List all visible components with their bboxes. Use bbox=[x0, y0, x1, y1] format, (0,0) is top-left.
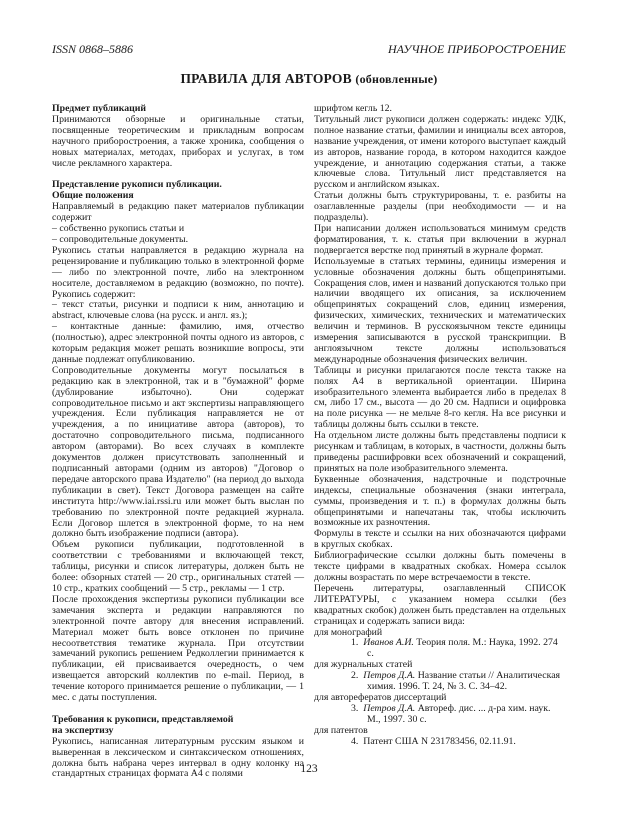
paragraph: Перечень литературы, озаглавленный СПИСОК ЛИТЕРАТУРЫ, с указанием номера ссылки (без квадратных скобок) должен быть представлен на отдельных страницах и содержать записи вида: bbox=[314, 582, 566, 627]
list-item: – собственно рукопись статьи и bbox=[52, 223, 185, 235]
paragraph: Буквенные обозначения, надстрочные и подстрочные индексы, специальные обозначения (знаки интеграла, суммы, произведения и т. п.) в формулах должны быть общепринятыми и напечатаны так, чтобы исключить возможные их разночтения. bbox=[314, 473, 566, 529]
reference-number: 4. bbox=[351, 735, 359, 747]
reference-text: Теория поля. М.: Наука, 1992. 274 с. bbox=[367, 637, 558, 660]
paragraph: Объем рукописи публикации, подготовленной в соответствии с требованиями и включающей текст, таблицы, рисунки и список литературы, должен быть не более: обзорных статей — 20 стр., оригинальных статей — 10 стр., кратких сообщений — 5 стр., рекламы — 1 стр. bbox=[52, 539, 304, 594]
paragraph: После прохождения экспертизы рукописи публикации все замечания эксперта и редакции направляются по электронной почте автору для внесения исправлений. Материал может быть вовсе отклонен по причине несоответствия тематике журнала. При отсутствии замечаний рукопись решением Редколлегии принимается к публикации, ей присваивается очередность, о чем извещается авторский коллектив по e-mail. Период, в течение которого принимается решение о публикации, — 1 мес. с даты поступления. bbox=[52, 593, 304, 704]
page-title bbox=[52, 71, 566, 87]
page-title-suffix: (обновленные) bbox=[355, 72, 438, 86]
reference-category-monographs: для монографий bbox=[314, 626, 383, 638]
reference-text: Автореф. дис. ... д-ра хим. наук. М., 1997. 30 с. bbox=[367, 702, 551, 725]
list-item: – контактные данные: фамилию, имя, отчество (полностью), адрес электронной почты одного из авторов, с которым редакция может решать возникшие вопросы, эти данные подлежат опубликованию. bbox=[52, 321, 304, 365]
reference-number: 2. bbox=[351, 670, 359, 682]
reference-text: Название статьи // Аналитическая химия. 1996. Т. 24, № 3. С. 34–42. bbox=[367, 670, 561, 693]
paragraph: Библиографические ссылки должны быть помечены в тексте цифрами в квадратных скобках. Номера ссылок должны возрастать по мере встречаемости в тексте. bbox=[314, 550, 566, 583]
paragraph: Принимаются обзорные и оригинальные статьи, посвященные теоретическим и прикладным вопросам научного приборостроения, а также хроника, сообщения о новых материалах, методах, приборах и услугах, в том числе рекламного характера. bbox=[52, 113, 304, 169]
reference-number: 1. bbox=[351, 637, 359, 649]
journal-name: НАУЧНОЕ ПРИБОРОСТРОЕНИЕ bbox=[388, 42, 566, 56]
reference-author: Иванов А.И. bbox=[363, 637, 414, 649]
paragraph: Сопроводительные документы могут посылаться в редакцию как в электронной, так и в "бумажной" форме (дублирование избыточно). Они содержат сопроводительное письмо и акт экспертизы направляющего учреждения. Если публикация направляется не от учреждения, а по инициативе автора (авторов), то достаточно сопроводительного письма, подписанного автором (авторами). Во всех случаях в комплекте документов должен присутствовать заполненный и подписанный авторами (одним из авторов) "Договор о передаче авторского права Издателю" (на период до выхода публикации в свет). Текст Договора размещен на сайте института http://www.iai.rssi.ru или может быть выслан по требованию по электронной почте редакцией журнала. Если Договор шлется в электронной форме, то на нем должно быть изображение подписи (автора). bbox=[52, 364, 304, 540]
journal-header bbox=[52, 42, 566, 56]
reference-item bbox=[314, 638, 566, 660]
reference-number: 3. bbox=[351, 702, 359, 714]
paragraph: На отдельном листе должны быть представлены подписи к рисункам и таблицам, в которых, в частности, должны быть приведены расшифровки всех обозначений и сокращений, принятых на поле изобразительного элемента. bbox=[314, 430, 566, 474]
reference-category-patents: для патентов bbox=[314, 724, 368, 736]
paragraph: Направляемый в редакцию пакет материалов публикации содержит bbox=[52, 201, 304, 224]
section-heading-requirements: Требования к рукописи, представляемой bbox=[52, 713, 234, 725]
list-item: – текст статьи, рисунки и подписи к ним, аннотацию и abstract, ключевые слова (на русск. и англ. яз.); bbox=[52, 299, 304, 322]
page-title-main: ПРАВИЛА ДЛЯ АВТОРОВ bbox=[180, 71, 352, 86]
list-item: – сопроводительные документы. bbox=[52, 233, 189, 245]
paragraph: При написании должен использоваться минимум средств форматирования, т. к. статья при включении в журнал подвергается верстке под принятый в журнале формат. bbox=[314, 222, 566, 256]
two-column-body bbox=[52, 104, 566, 780]
reference-text: Патент США N 231783456, 02.11.91. bbox=[363, 735, 516, 747]
reference-author: Петров Д.А. bbox=[363, 702, 416, 714]
paragraph: Рукопись статьи направляется в редакцию журнала на рецензирование и публикацию только в электронной форме — либо по электронной почте, либо на электронном носителе, доставляемом в редакцию (возможно, по почте). Рукопись содержит: bbox=[52, 244, 304, 300]
left-column bbox=[52, 104, 304, 780]
paragraph: Рукопись, написанная литературным русским языком и выверенная в лексическом и синтаксическом отношениях, должна быть набрана через интервал в одну колонку на стандартных страницах формата А4 с полями bbox=[52, 735, 304, 780]
right-column bbox=[314, 104, 566, 780]
paragraph: Титульный лист рукописи должен содержать: индекс УДК, полное название статьи, фамилии и инициалы всех авторов, название учреждения, от имени которого выступает каждый из авторов, название города, в котором находится каждое учреждение, и аннотацию содержания статьи, а также ключевые слова. Титульный лист представляется на русском и английском языках. bbox=[314, 113, 566, 191]
reference-category-dissertation-abstracts: для авторефератов диссертаций bbox=[314, 691, 447, 703]
section-heading-submission: Представление рукописи публикации. bbox=[52, 179, 222, 191]
page-number: 123 bbox=[300, 763, 318, 775]
reference-category-journal-articles: для журнальных статей bbox=[314, 659, 413, 671]
issn-label: ISSN 0868–5886 bbox=[52, 42, 133, 56]
section-heading-submission-line2: Общие положения bbox=[52, 190, 134, 202]
paragraph: Формулы в тексте и ссылки на них обозначаются цифрами в круглых скобках. bbox=[314, 528, 566, 551]
section-heading-subject: Предмет публикаций bbox=[52, 103, 147, 114]
paragraph: шрифтом кегль 12. bbox=[314, 103, 392, 114]
reference-item bbox=[314, 671, 566, 693]
section-heading-requirements-line2: на экспертизу bbox=[52, 724, 114, 736]
reference-item bbox=[314, 737, 566, 748]
paragraph: Используемые в статьях термины, единицы измерения и условные обозначения должны быть общепринятыми. Сокращения слов, имен и названий допускаются только при наличии вводящего их описания, за исключением общепринятых сокращений слов, единиц измерения, физических, химических, технических и математических величин и терминов. В русскоязычном тексте единицы измерения записываются в русской транскрипции. В англоязычном тексте должны использоваться международные обозначения физических величин. bbox=[314, 255, 566, 365]
paragraph: Статьи должны быть структурированы, т. е. разбиты на озаглавленные разделы (при необходимости — и на подразделы). bbox=[314, 190, 566, 224]
reference-author: Петров Д.А. bbox=[363, 670, 416, 682]
paragraph: Таблицы и рисунки прилагаются после текста также на полях А4 в вертикальной ориентации. Ширина изобразительного элемента выбирается либо в пределах 8 см, либо 17 см., высота — до 20 см. Надписи и оцифровка на поле рисунка — не мельче 8-го кегля. На все рисунки и таблицы должны быть ссылки в тексте. bbox=[314, 364, 566, 431]
reference-item bbox=[314, 704, 566, 726]
